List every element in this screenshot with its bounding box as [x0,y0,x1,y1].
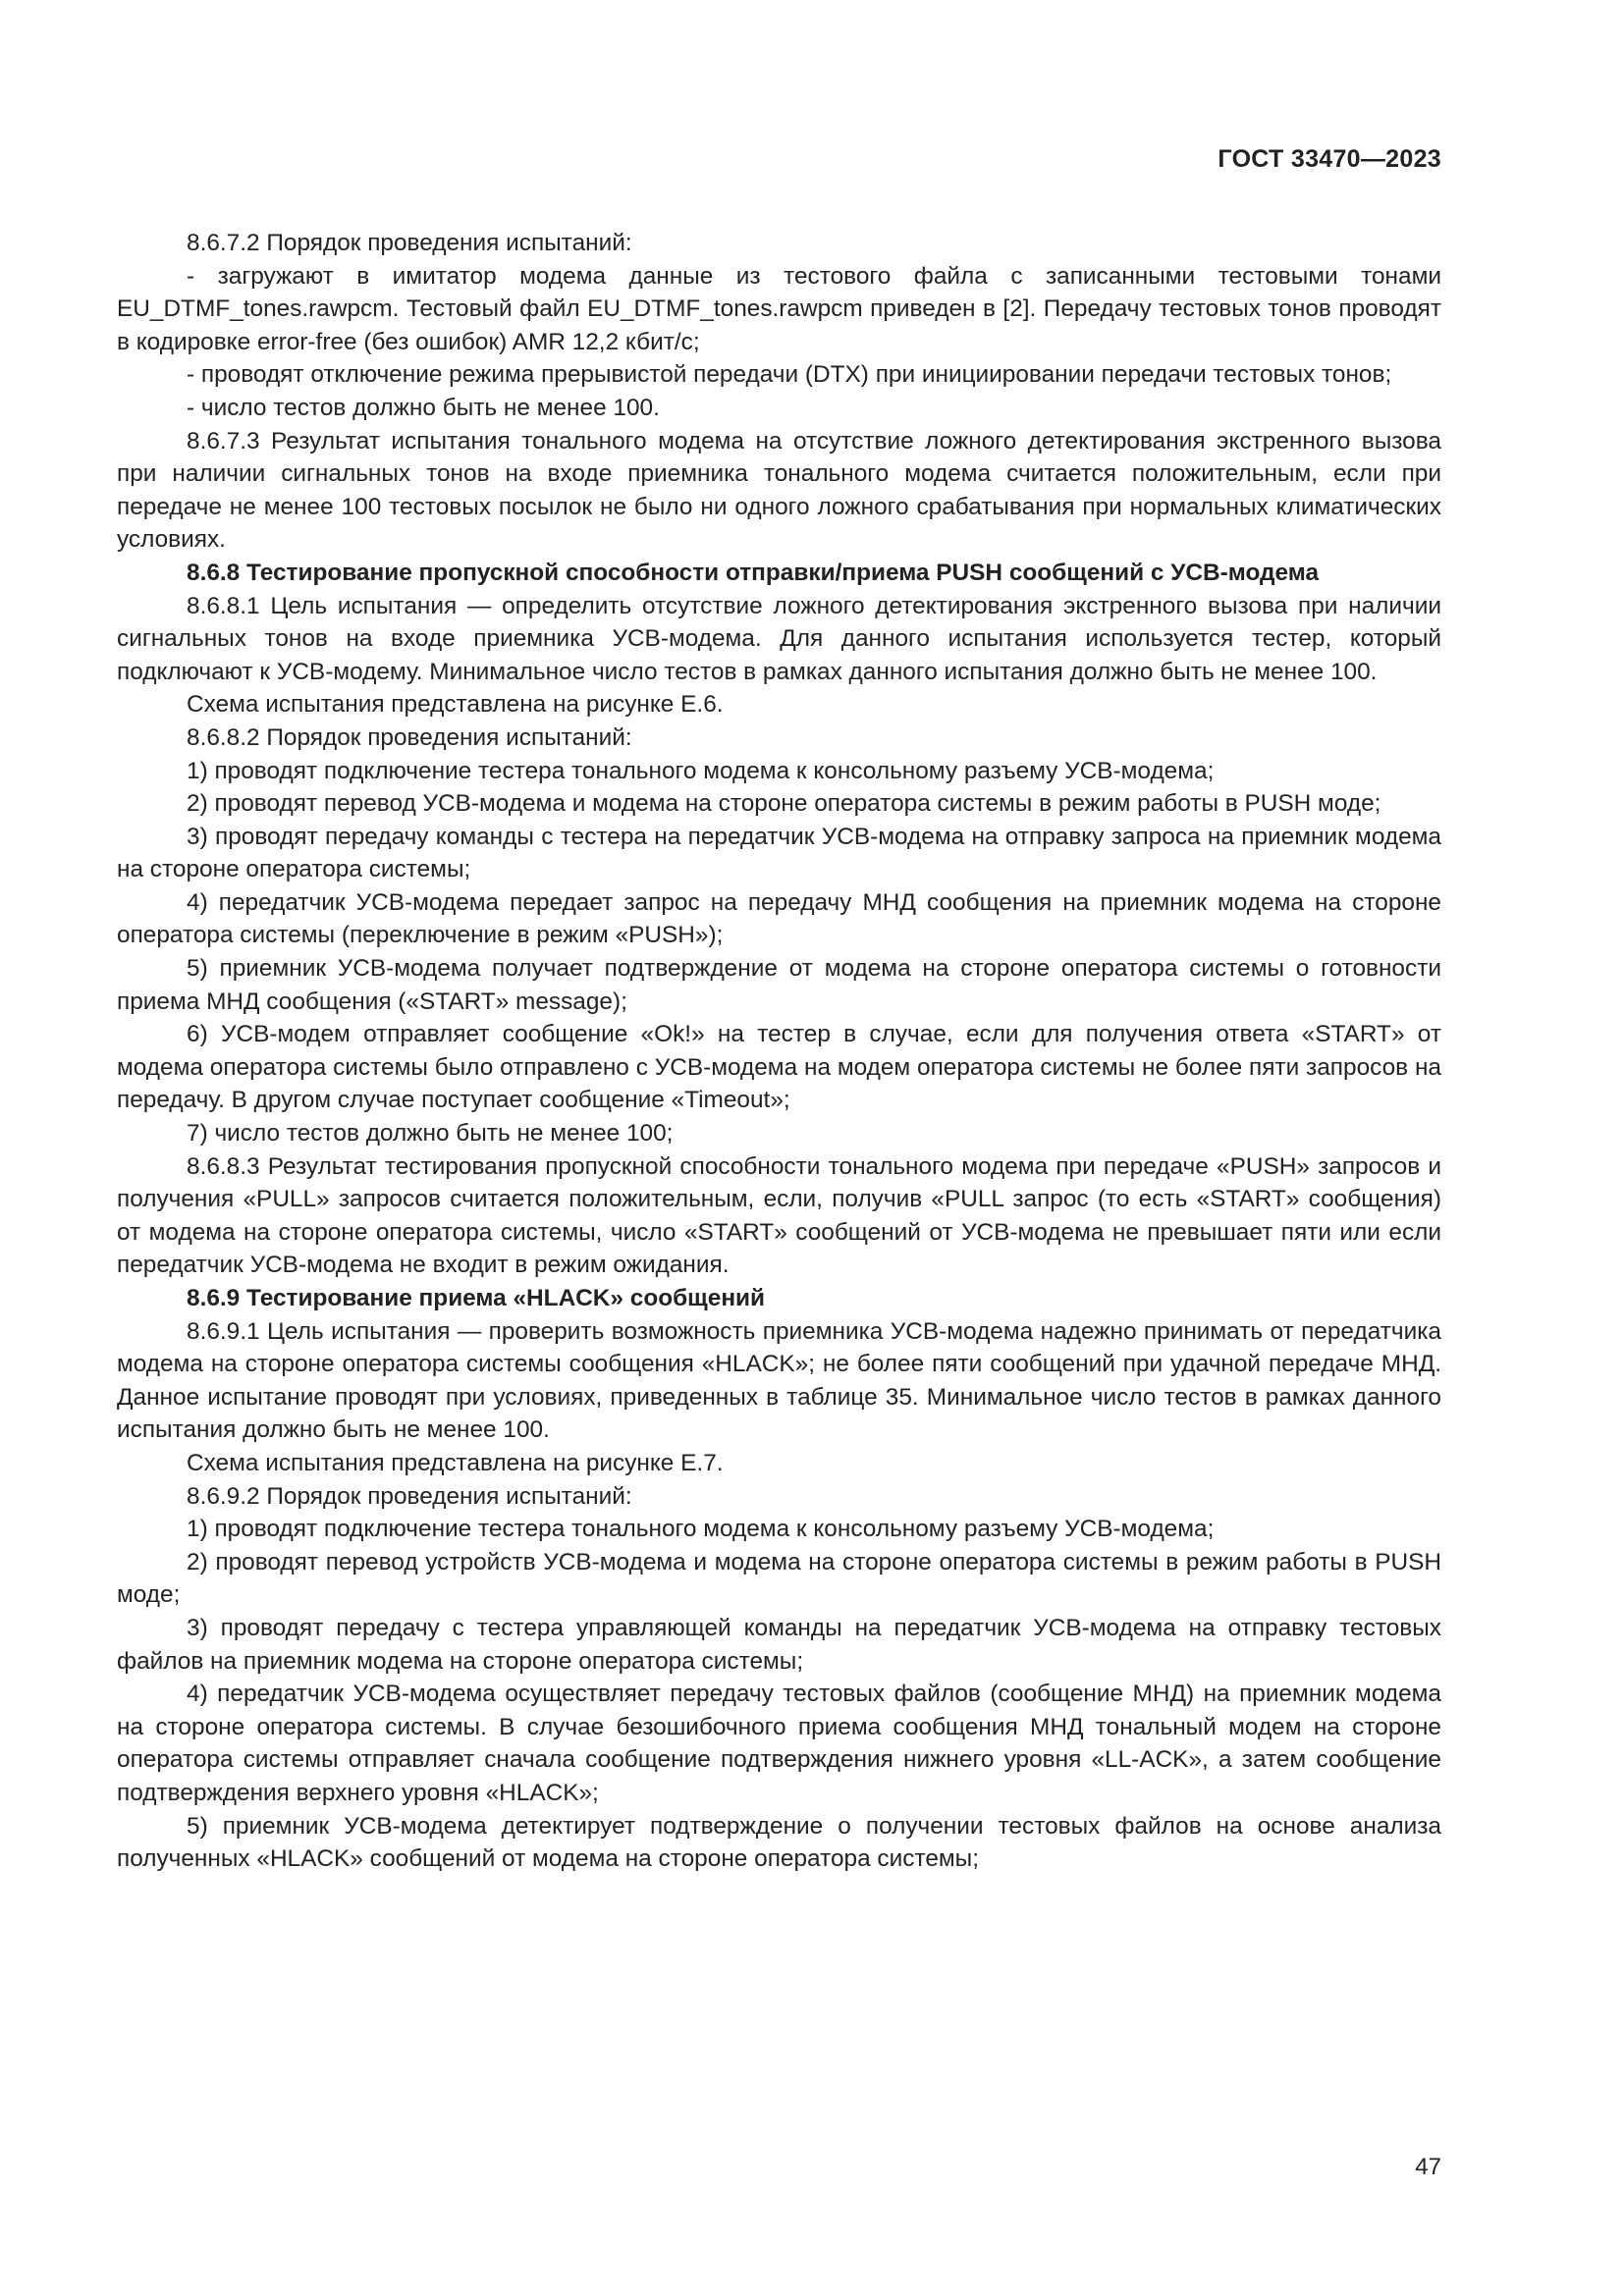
section-heading: 8.6.8 Тестирование пропускной способности отправки/приема PUSH сообщений с УСВ-модема [187,559,1320,586]
paragraph: Схема испытания представлена на рисунке Е.7. [187,1449,724,1476]
paragraph: - число тестов должно быть не менее 100. [187,394,660,421]
paragraph: - загружают в имитатор модема данные из тестового файла с записанными тестовыми тонами EU_DTMF_tones.rawpcm. Тестовый файл EU_DTMF_tones.rawpcm приведен в [2]. Передачу тестовых тонов проводят в кодировке error-free (без ошибок) AMR 12,2 кбит/с; [117,262,1441,355]
paragraph: 2) проводят перевод УСВ-модема и модема на стороне оператора системы в режим работы в PUSH моде; [187,790,1381,818]
paragraph: - проводят отключение режима прерывистой передачи (DTX) при инициировании передачи тестовых тонов; [187,361,1392,389]
paragraph: 7) число тестов должно быть не менее 100; [187,1120,674,1148]
paragraph: 1) проводят подключение тестера тонального модема к консольному разъему УСВ-модема; [187,1516,1215,1543]
paragraph: 4) передатчик УСВ-модема передает запрос на передачу МНД сообщения на приемник модема на стороне оператора системы (переключение в режим «PUSH»); [117,888,1441,949]
paragraph: 3) проводят передачу с тестера управляющей команды на передатчик УСВ-модема на отправку тестовых файлов на приемник модема на стороне оператора системы; [117,1614,1441,1675]
section-heading: 8.6.9 Тестирование приема «HLACK» сообщений [187,1285,766,1311]
paragraph: 8.6.8.1 Цель испытания — определить отсутствие ложного детектирования экстренного вызова при наличии сигнальных тонов на входе приемника УСВ-модема. Для данного испытания используется тестер, который подключают к УСВ-модему. Минимальное число тестов в рамках данного испытания должно быть не менее 100. [117,592,1441,685]
paragraph: 2) проводят перевод устройств УСВ-модема и модема на стороне оператора системы в режим работы в PUSH моде; [117,1548,1441,1609]
page-number: 47 [1415,2154,1441,2180]
paragraph: 8.6.7.3 Результат испытания тонального модема на отсутствие ложного детектирования экстренного вызова при наличии сигнальных тонов на входе приемника тонального модема считается положительным, если при передаче не менее 100 тестовых посылок не было ни одного ложного срабатывания при нормальных климатических условиях. [117,427,1441,554]
paragraph: 8.6.9.1 Цель испытания — проверить возможность приемника УСВ-модема надежно принимать от передатчика модема на стороне оператора системы сообщения «HLACK»; не более пяти сообщений при удачной передаче МНД. Данное испытание проводят при условиях, приведенных в таблице 35. Минимальное число тестов в рамках данного испытания должно быть не менее 100. [117,1317,1441,1444]
paragraph: 1) проводят подключение тестера тонального модема к консольному разъему УСВ-модема; [187,757,1215,784]
paragraph: 8.6.9.2 Порядок проведения испытаний: [187,1482,632,1510]
document-body [117,227,1441,1876]
paragraph: 6) УСВ-модем отправляет сообщение «Ok!» на тестер в случае, если для получения ответа «START» от модема оператора системы было отправлено с УСВ-модема на модем оператора системы не более пяти запросов на передачу. В другом случае поступает сообщение «Timeout»; [117,1021,1441,1114]
paragraph: 5) приемник УСВ-модема получает подтверждение от модема на стороне оператора системы о готовности приема МНД сообщения («START» message); [117,955,1441,1015]
paragraph: Схема испытания представлена на рисунке Е.6. [187,691,724,719]
paragraph: 8.6.8.2 Порядок проведения испытаний: [187,723,632,751]
paragraph: 3) проводят передачу команды с тестера на передатчик УСВ-модема на отправку запроса на приемник модема на стороне оператора системы; [117,823,1441,883]
paragraph: 8.6.7.2 Порядок проведения испытаний: [187,230,632,256]
paragraph: 4) передатчик УСВ-модема осуществляет передачу тестовых файлов (сообщение МНД) на приемник модема на стороне оператора системы. В случае безошибочного приема сообщения МНД тональный модем на стороне оператора системы отправляет сначала сообщение подтверждения нижнего уровня «LL-ACK», а затем сообщение подтверждения верхнего уровня «HLACK»; [117,1681,1441,1806]
paragraph: 5) приемник УСВ-модема детектирует подтверждение о получении тестовых файлов на основе анализа полученных «HLACK» сообщений от модема на стороне оператора системы; [117,1812,1441,1873]
document-header-id: ГОСТ 33470—2023 [1218,145,1441,173]
paragraph: 8.6.8.3 Результат тестирования пропускной способности тонального модема при передаче «PUSH» запросов и получения «PULL» запросов считается положительным, если, получив «PULL запрос (то есть «START» сообщения) от модема на стороне оператора системы, число «START» сообщений от УСВ-модема не превышает пяти или если передатчик УСВ-модема не входит в режим ожидания. [117,1152,1441,1279]
